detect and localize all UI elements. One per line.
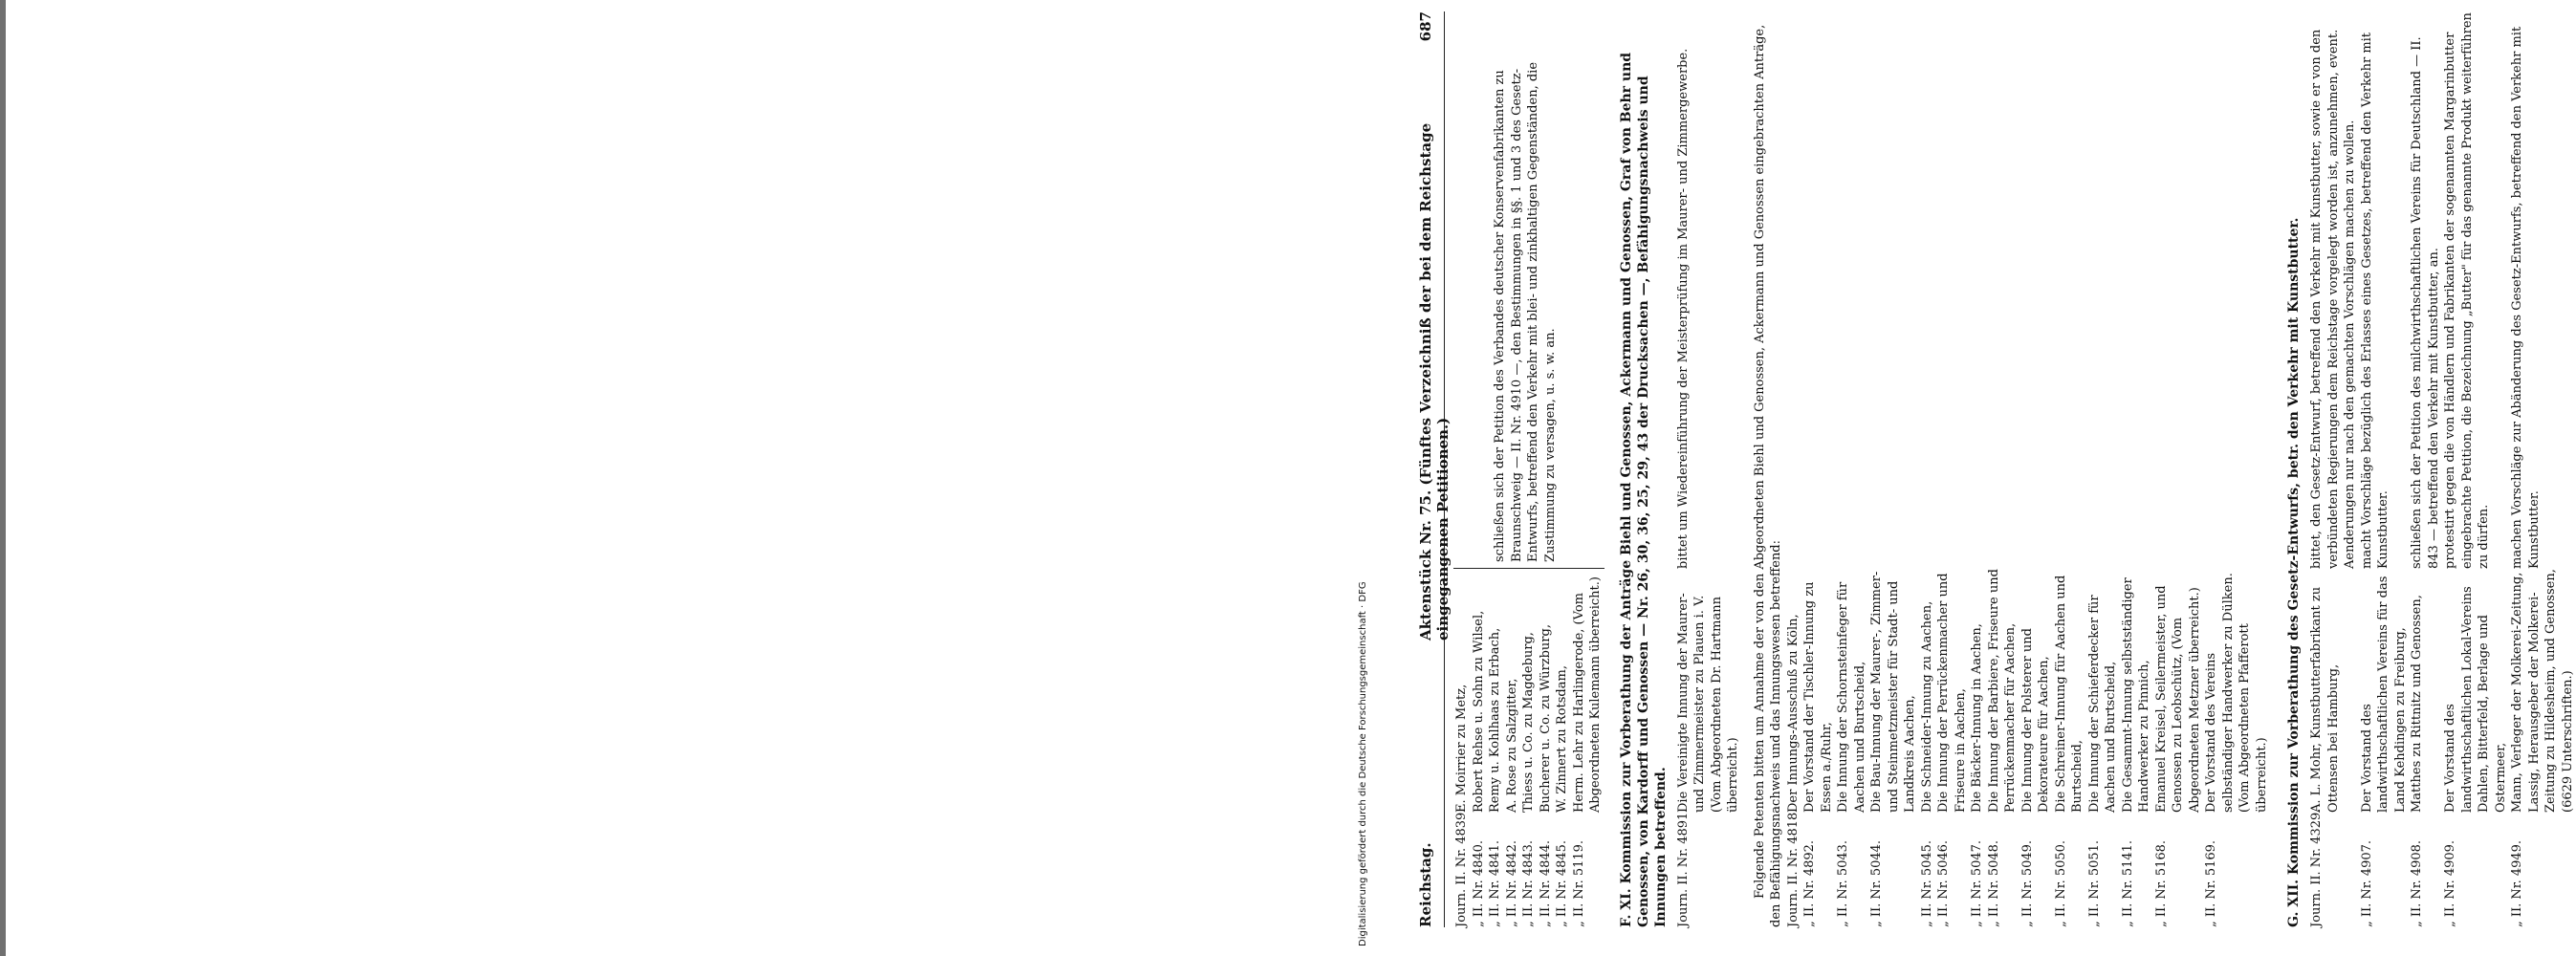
digitization-caption: Digitalisierung gefördert durch die Deutsche Forschungsgemeinschaft · DFG [1358,581,1368,946]
petitioner-name: Der Innungs-Ausschuß zu Köln, [1785,614,1801,813]
list-item [2086,11,2120,927]
list-item [1520,569,1538,927]
list-item [1487,569,1504,927]
list-item [2409,11,2442,927]
journal-number: „ II. Nr. 4949. [2510,839,2524,927]
journal-number: Journ. II. Nr. 4329. [2309,808,2324,927]
journal-number: „ II. Nr. 5043. [1836,839,1850,927]
journal-number: „ II. Nr. 5119. [1571,839,1586,927]
journal-number: „ II. Nr. 5168. [2153,839,2169,927]
list-item [2359,11,2410,927]
section-f-entry [1675,11,1742,927]
petitioner-name: A. L. Mohr, Kunstbutterfabrikant zu Ottensen bei Hamburg, [2309,586,2341,813]
petitioner-name: Die Innung der Schornsteinfeger für Aachen und Burtscheid, [1836,581,1867,813]
journal-number: Journ. II. Nr. 4839. [1454,808,1469,927]
journal-number: „ II. Nr. 5169. [2204,839,2218,927]
petition-request: protestirt gegen die von Händlern und Fabrikanten der sogenannten Margarinbutter eingebrachte Petition, die Bezeichnung „Butter" für das genannte Produkt weiterführen zu dürfen. [2443,12,2491,569]
journal-number: „ II. Nr. 4840. [1471,839,1486,927]
journal-number: Journ. II. Nr. 4818. [1785,808,1801,927]
journal-number: „ II. Nr. 4909. [2443,839,2457,927]
list-item [2308,11,2359,927]
petitioner-name: Die Innung der Schieferdecker für Aachen und Burtscheid, [2086,595,2118,813]
list-item [1935,11,1969,927]
petitioner-name: Emanuel Kreisel, Seilermeister, und Genossen zu Leobschütz, (Vom Abgeordneten Metzner überreicht.) [2153,585,2202,813]
list-item [1554,569,1571,927]
list-item [1801,11,1835,927]
petitioner-name: Der Vorstand des landwirthschaftlichen Lokal-Vereins Dahlen, Bitterfeld, Berlage und Ostermeer, [2443,586,2508,813]
list-item [1785,11,1802,927]
journal-number: „ II. Nr. 4844. [1538,839,1553,927]
page-number: 687 [1417,11,1434,42]
header-left: Reichstag. [1417,842,1434,927]
journal-number: „ II. Nr. 4842. [1504,839,1519,927]
journal-number: „ II. Nr. 5046. [1936,839,1951,927]
section-f-title: F. XI. Kommission zur Vorberathung der Anträge Biehl und Genossen, Ackermann und Genossen, Graf von Behr und Genossen, von Kardorff und Genossen — Nr. 26, 30, 36, 25, 29, 43 der Drucksachen —, Befähigungsnachweis und Innungen betreffend. [1618,52,1669,927]
journal-number: „ II. Nr. 5048. [1986,839,2001,927]
journal-number: „ II. Nr. 5044. [1869,839,1884,927]
petitioner-name: Herm. Lehr zu Harlingerode, (Vom Abgeordneten Kulemann überreicht.) [1571,576,1603,813]
petition-block-1 [1453,11,1605,927]
document-body [1453,11,2575,927]
page-header [1396,11,1452,927]
list-item [2019,11,2053,927]
petition-request: schließen sich der Petition des milchwirthschaftlichen Vereins für Deutschland — II. 843 — betreffend den Verkehr mit Kunstbutter, an. [2410,36,2441,569]
list-item [2153,11,2204,927]
journal-number: „ II. Nr. 4892. [1802,839,1817,927]
list-item [2509,11,2576,927]
rotated-document-page [1369,0,2575,956]
list-item [1571,569,1605,927]
journal-number: „ II. Nr. 4908. [2410,839,2424,927]
petitioner-name: Der Vorstand des landwirthschaftlichen Vereins für das Land Kehdingen zu Freiburg, [2359,576,2408,813]
petition-request: bittet, den Gesetz-Entwurf, betreffend den Verkehr mit Kunstbutter, sowie er von den verbündeten Regierungen dem Reichstage vorgelegt worden ist, anzunehmen, event. Aenderungen nur nach den gemachten Vorschlägen machen zu wollen. [2309,29,2357,569]
section-g-title: G. XII. Kommission zur Vorberathung des Gesetz-Entwurfs, betr. den Verkehr mit Kunstbutter. [2286,217,2302,927]
petitioner-name: Die Innung der Barbiere, Friseure und Perrückenmacher für Aachen, [1986,569,2018,813]
petitioner-name: Der Vorstand der Tischler-Innung zu Essen a./Ruhr, [1802,581,1834,813]
entry-number: Journ. II. Nr. 4891. [1675,808,1691,927]
petitioner-name: Remy u. Kohlhaas zu Erbach, [1488,627,1502,813]
list-item [1986,11,2019,927]
petitioner-name: W. Zinnert zu Rotsdam, [1555,665,1569,813]
journal-number: „ II. Nr. 5045. [1919,839,1934,927]
block1-text: schließen sich der Petition des Verbandes deutscher Konservenfabrikanten zu Braunschweig — II. Nr. 4910 —, den Bestimmungen in §§. 1 und 3 des Gesetz-Entwurfs, betreffend den Verkehr mit blei- und zinkhaltigen Gegenständen, die Zustimmung zu versagen, u. s. w. an. [1453,11,1605,569]
petitioner-name: E. Moirrier zu Metz, [1454,684,1469,813]
journal-number: „ II. Nr. 4845. [1555,839,1569,927]
journal-number: „ II. Nr. 5051. [2086,839,2102,927]
journal-number: „ II. Nr. 5050. [2053,839,2068,927]
petitioner-name: Die Bäcker-Innung in Aachen, [1970,623,1984,813]
petitioner-name: Robert Rehse u. Sohn zu Wilsel, [1471,610,1486,813]
header-title: Aktenstück Nr. 75. (Fünftes Verzeichniß der bei dem Reichstage eingegangenen Petitionen.) [1417,122,1452,641]
section-g-list [2308,11,2576,927]
list-item [2203,11,2270,927]
petitioner-name: Matthes zu Rittnitz und Genossen, [2410,595,2424,813]
petition-request: machen Vorschläge zur Abänderung des Gesetz-Entwurfs, betreffend den Verkehr mit Kunstbutter. [2510,26,2542,569]
list-item [1919,11,1936,927]
journal-number: „ II. Nr. 4841. [1488,839,1502,927]
entry-petitioner: Die Vereinigte Innung der Maurer- und Zimmermeister zu Plauen i. V. (Vom Abgeordneten Dr. Hartmann überreicht.) [1675,593,1740,813]
petitioner-name: Thiess u. Co. zu Magdeburg, [1521,632,1536,813]
entry-request: bittet um Wiedereinführung der Meisterprüfung im Maurer- und Zimmergewerbe. [1675,48,1691,569]
petitioner-name: Die Innung der Perrückenmacher und Friseure in Aachen, [1936,573,1968,813]
list-item [1504,569,1521,927]
journal-number: „ II. Nr. 5049. [2019,839,2035,927]
list-item [1969,11,1986,927]
list-item [1453,569,1471,927]
petitioner-name: Die Schneider-Innung zu Aachen, [1919,600,1934,813]
petitioner-name: Die Gesammt-Innung selbstständiger Handwerker zu Pinnich, [2120,577,2151,813]
petitioner-name: Mann, Verleger der Molkerei-Zeitung, Lassig, Herausgeber der Molkerei-Zeitung zu Hildesheim, und Genossen, (6629 Unterschriften.) [2510,569,2575,813]
list-item [1471,569,1488,927]
list-item [2053,11,2086,927]
section-f-list [1785,11,2271,927]
journal-number: „ II. Nr. 5141. [2120,839,2135,927]
list-item [1538,569,1555,927]
petitioner-name: Die Bau-Innung der Maurer-, Zimmer- und Steinmetzmeister für Stadt- und Landkreis Aachen, [1869,571,1917,813]
list-item [2442,11,2509,927]
section-f-intro: Folgende Petenten bitten um Annahme der von den Abgeordneten Biehl und Genossen, Ackermann und Genossen eingebrachten Anträge, den Befähigungsnachweis und das Innungswesen betreffend: [1752,24,1783,927]
journal-number: „ II. Nr. 5047. [1970,839,1984,927]
petitioner-name: Bucherer u. Co. zu Würzburg, [1538,624,1553,813]
journal-number: „ II. Nr. 4843. [1521,839,1536,927]
petitioner-name: Die Schreiner-Innung für Aachen und Burtscheid, [2053,575,2085,813]
petitioner-name: Die Innung der Polsterer und Dekorateure für Aachen, [2019,628,2051,813]
list-item [1835,11,1868,927]
journal-number: „ II. Nr. 4907. [2359,839,2374,927]
petitioner-name: A. Rose zu Salzgitter, [1504,678,1519,813]
petitioner-name: Der Vorstand des Vereins selbständiger Handwerker zu Dülken. (Vom Abgeordneten Pfafferott überreicht.) [2204,573,2269,813]
scan-edge [0,0,6,956]
petition-request: macht Vorschläge bezüglich des Erlasses eines Gesetzes, betreffend den Verkehr mit Kunstbutter. [2359,32,2390,569]
list-item [1868,11,1919,927]
list-item [2120,11,2153,927]
